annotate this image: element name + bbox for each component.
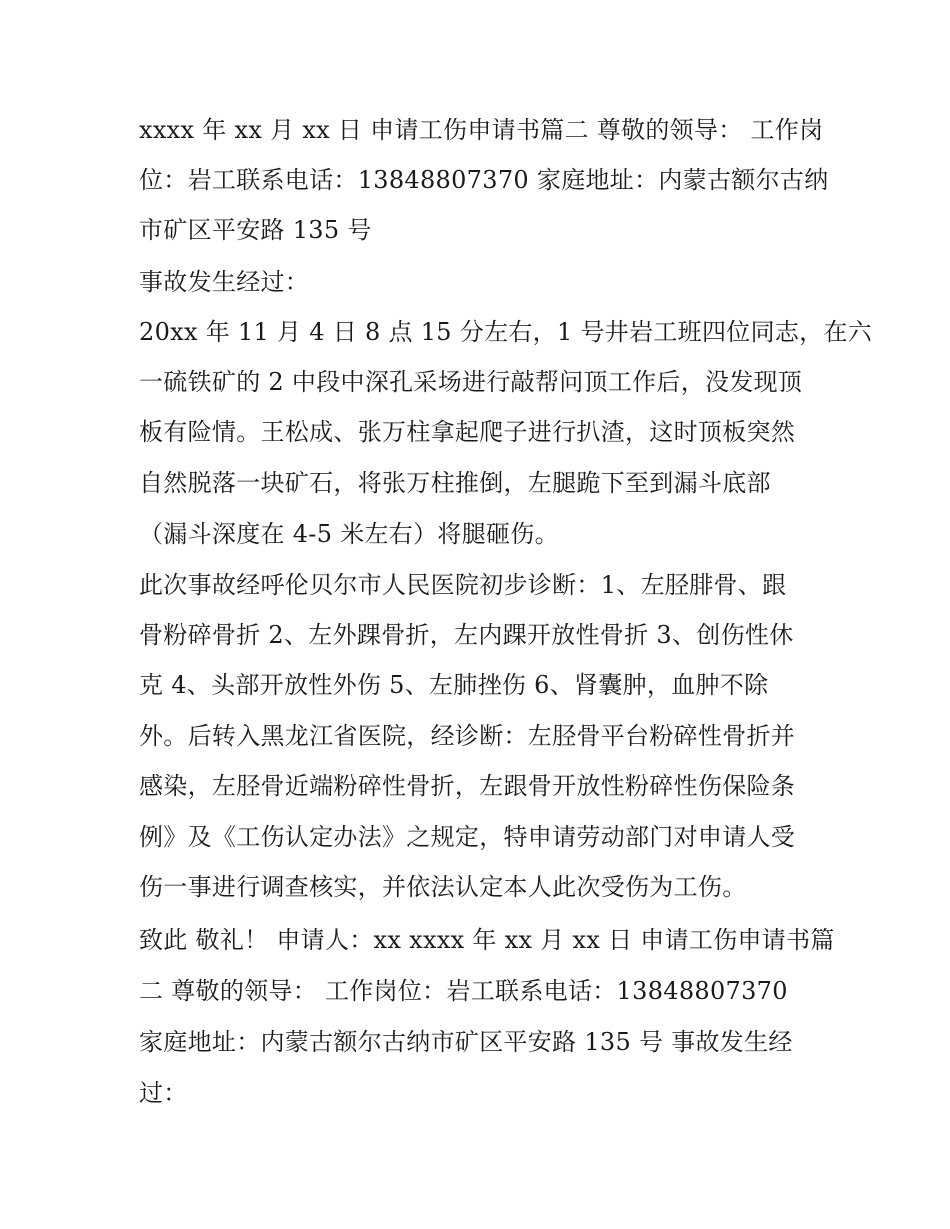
section-heading: 事故发生经过： <box>139 268 310 296</box>
text-line-9: （漏斗深度在 4-5 米左右）将腿砸伤。 <box>139 520 559 548</box>
text-line-3: 市矿区平安路 135 号 <box>139 216 372 244</box>
text-line-6: 一硫铁矿的 2 中段中深孔采场进行敲帮问顶工作后，没发现顶 <box>139 368 803 396</box>
text-line-1: xxxx 年 xx 月 xx 日 申请工伤申请书篇二 尊敬的领导： 工作岗 <box>139 116 824 144</box>
text-line-8: 自然脱落一块矿石，将张万柱推倒，左腿跪下至到漏斗底部 <box>139 469 771 497</box>
text-line-17: 致此 敬礼！ 申请人：xx xxxx 年 xx 月 xx 日 申请工伤申请书篇 <box>139 926 835 954</box>
text-line-14: 感染，左胫骨近端粉碎性骨折，左跟骨开放性粉碎性伤保险条 <box>139 772 796 800</box>
text-line-12: 克 4、头部开放性外伤 5、左肺挫伤 6、肾囊肿，血肿不除 <box>139 671 769 699</box>
text-line-13: 外。后转入黑龙江省医院，经诊断：左胫骨平台粉碎性骨折并 <box>139 722 796 750</box>
text-line-5: 20xx 年 11 月 4 日 8 点 15 分左右，1 号井岩工班四位同志，在六 <box>139 318 873 346</box>
text-line-18: 二 尊敬的领导： 工作岗位：岩工联系电话：13848807370 <box>139 977 788 1005</box>
text-line-2: 位：岩工联系电话：13848807370 家庭地址：内蒙古额尔古纳 <box>139 166 829 194</box>
text-line-7: 板有险情。王松成、张万柱拿起爬子进行扒渣，这时顶板突然 <box>139 418 796 446</box>
text-line-20: 过： <box>139 1079 188 1107</box>
text-line-15: 例》及《工伤认定办法》之规定，特申请劳动部门对申请人受 <box>139 823 796 851</box>
text-line-11: 骨粉碎骨折 2、左外踝骨折，左内踝开放性骨折 3、创伤性休 <box>139 621 794 649</box>
text-line-16: 伤一事进行调查核实，并依法认定本人此次受伤为工伤。 <box>139 873 747 901</box>
text-line-10: 此次事故经呼伦贝尔市人民医院初步诊断：1、左胫腓骨、跟 <box>139 571 787 599</box>
text-line-19: 家庭地址：内蒙古额尔古纳市矿区平安路 135 号 事故发生经 <box>139 1028 793 1056</box>
